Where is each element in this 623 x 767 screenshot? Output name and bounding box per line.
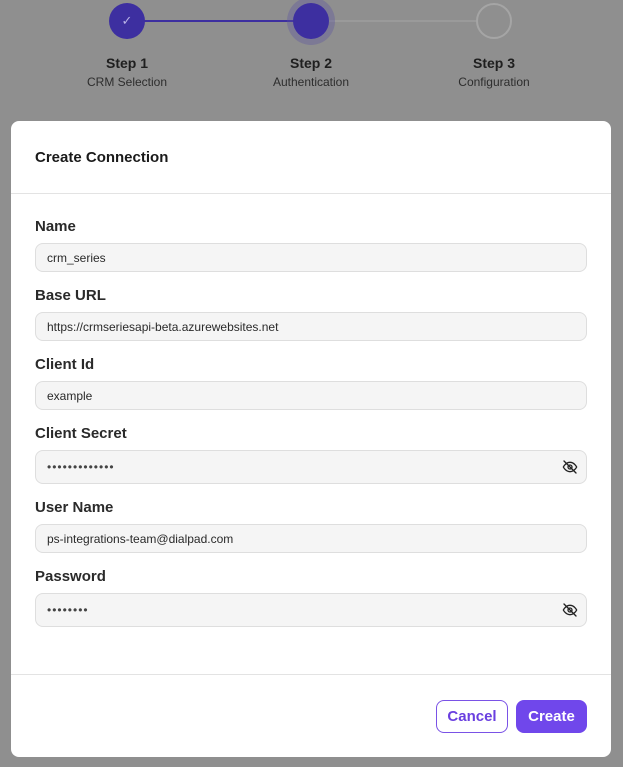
password-input[interactable]	[35, 593, 587, 627]
eye-off-icon[interactable]	[562, 602, 578, 618]
base-url-value: https://crmseriesapi-beta.azurewebsites.net	[47, 319, 279, 334]
client-secret-input[interactable]	[35, 450, 587, 484]
modal-footer	[11, 674, 611, 757]
user-name-input[interactable]	[35, 524, 587, 553]
check-icon: ✓	[121, 13, 133, 28]
step-3-title: Step 3	[472, 55, 515, 71]
step-1-title: Step 1	[105, 55, 148, 71]
step-2-indicator	[293, 3, 329, 39]
name-label: Name	[35, 218, 76, 235]
create-connection-modal	[11, 121, 611, 757]
client-secret-value: •••••••••••••	[47, 460, 115, 474]
client-id-value: example	[47, 388, 93, 403]
password-label: Password	[35, 568, 106, 585]
modal-header	[11, 121, 611, 194]
name-value: crm_series	[47, 250, 106, 265]
step-1-indicator	[109, 3, 145, 39]
step-2-subtitle: Authentication	[272, 75, 350, 89]
stepper	[0, 0, 623, 120]
step-connector-2	[311, 20, 494, 22]
client-id-input[interactable]	[35, 381, 587, 410]
password-value: ••••••••	[47, 603, 89, 617]
base-url-label: Base URL	[35, 287, 106, 304]
user-name-label: User Name	[35, 499, 114, 516]
client-id-label: Client Id	[35, 356, 95, 373]
step-2-title: Step 2	[289, 55, 332, 71]
client-secret-label: Client Secret	[35, 425, 127, 442]
eye-off-icon[interactable]	[562, 459, 578, 475]
base-url-input[interactable]	[35, 312, 587, 341]
user-name-value: ps-integrations-team@dialpad.com	[47, 531, 234, 546]
cancel-button[interactable]: Cancel	[436, 700, 508, 733]
step-3-subtitle: Configuration	[458, 75, 530, 89]
modal-title: Create Connection	[35, 149, 169, 166]
modal-body	[11, 194, 611, 627]
step-connector-1	[127, 20, 311, 22]
step-3-indicator	[476, 3, 512, 39]
create-button[interactable]: Create	[516, 700, 587, 733]
name-input[interactable]	[35, 243, 587, 272]
step-1-subtitle: CRM Selection	[86, 75, 168, 89]
